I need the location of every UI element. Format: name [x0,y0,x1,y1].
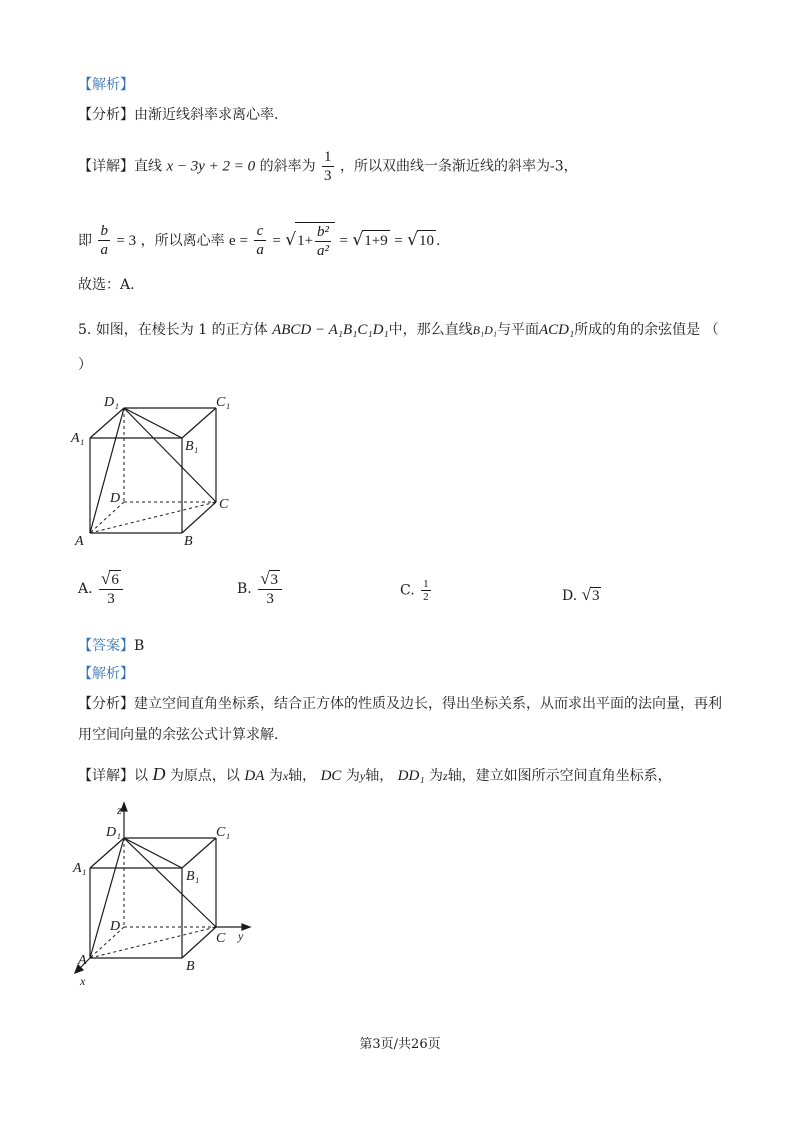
diag2-d1-b1 [124,838,182,868]
xj-b: 为原点，以 [169,768,240,784]
choice-c-fraction [421,578,431,603]
edge2-b1-c1 [182,838,216,868]
choice-c-label: C. [400,582,415,599]
slope-denominator: 3 [324,168,332,184]
choice-c-denominator: 2 [423,591,429,603]
c-over-a-fraction [254,222,266,259]
b2-numerator: b² [317,224,330,240]
eccentricity-line [78,222,440,260]
choice-c [400,578,433,603]
analysis-tag: 【解析】 [78,77,134,93]
edge-b-c [182,502,216,533]
analysis-text-2a: 建立空间直角坐标系，结合正方体的性质及边长，得出坐标关系，从而求出平面的法向量，再利 [134,696,722,712]
period: . [435,232,441,249]
label-d1: D₁ [104,395,119,410]
choice-a-label: A. [78,581,93,597]
cube-figure-1 [70,390,250,550]
c-numerator: c [256,223,264,240]
line-name: B₁D₁ [472,323,497,337]
choice-a-fraction [99,570,123,608]
detail-line-1 [78,148,578,185]
choice-b-label: B. [237,581,252,597]
radical-sign-3: √ [407,229,418,250]
analysis-tag-label: 【分析】 [78,107,134,123]
label2-a: A [78,953,87,968]
question-text-a: 如图，在棱长为 1 的正方体 [95,322,268,338]
choice-d-label: D. [562,588,578,604]
question-text-d: 所成的角的余弦值是 （ [574,322,719,338]
detail-text-a: 直线 [134,158,162,175]
detail-line-2 [78,764,672,786]
analysis-line [78,105,278,125]
diag-d1-b1 [124,408,182,438]
hidden2-a-c [90,927,216,958]
e-label: e = [229,232,248,249]
detail-text-c: ，所以双曲线一条渐近线的斜率为-3， [340,158,578,175]
equals-sign-1: = [272,232,281,249]
b2-over-a2-fraction [315,223,331,260]
equals-sign-3: = [394,232,403,249]
label2-b1: B₁ [186,869,200,884]
analysis-line-2 [78,694,722,714]
equals-sign-2: = [339,232,348,249]
analysis-line-3: 用空间向量的余弦公式计算求解. [78,727,279,743]
hidden-diag-a-c [90,502,216,533]
label2-b: B [186,959,195,974]
diag2-d1-c [124,838,216,927]
choice-a [78,570,125,608]
cube-name: ABCD − A₁B₁C₁D₁ [272,322,389,338]
b-over-a-fraction [98,222,110,259]
sqrt-expression-1 [295,222,335,260]
label-a1: A₁ [71,431,85,446]
diag2-d1-a [90,838,124,958]
label-c: C [219,497,229,512]
detail-text-b: 的斜率为 [259,158,316,175]
analysis-tag-2: 【解析】 [78,666,134,682]
question-text-b: 中，那么直线 [388,322,473,338]
plane-name: ACD₁ [538,322,575,338]
choice-a-denominator: 3 [99,589,123,608]
label2-c1: C₁ [216,825,231,840]
axis-y: y [359,769,366,783]
vector-da: DA [244,768,265,784]
choice-b-denominator: 3 [258,589,282,608]
answer-line [78,636,144,656]
sqrt-one: 1+ [297,232,314,249]
hidden-edge-d-a [90,502,124,533]
answer-value: B [134,638,145,654]
a-denominator-2: a [256,242,264,259]
vector-dd1: DD₁ [397,768,425,784]
question-5-line-1 [78,320,719,340]
xj-e: 为 [345,768,360,784]
choice-conclusion: 故选：A. [78,277,135,293]
ji-text: 即 [78,232,92,249]
a2-denominator: a² [317,243,330,259]
detail-tag: 【详解】 [78,158,134,175]
choice-b-numerator: √3 [260,569,279,588]
label2-d: D [110,919,121,934]
xj-a: 以 [134,768,148,784]
diag-d1-a [90,408,124,533]
xj-d: 轴， [288,768,317,784]
label-a: A [75,534,84,549]
choice-b [237,570,284,608]
xj-c: 为 [268,768,283,784]
ji-text-2: ，所以离心率 [140,232,225,249]
cube-figure-2 [70,800,270,995]
analysis-tag-label-2: 【分析】 [78,696,134,712]
page-footer: 第3页/共26页 [359,1037,441,1052]
xj-f: 轴， [365,768,394,784]
choice-c-numerator: 1 [423,578,429,590]
label-b1: B₁ [185,439,199,454]
axis-z: z [443,769,448,783]
origin-d: D [152,764,166,784]
edge2-b-c [182,927,216,958]
xj-g: 为 [429,768,444,784]
question-text-c: 与平面 [496,322,539,338]
label2-d1: D₁ [106,825,121,840]
label2-x: x [80,974,86,988]
edge-b1-c1 [182,408,216,438]
analysis-text: 由渐近线斜率求离心率. [134,107,279,123]
label-c1: C₁ [216,395,231,410]
choice-a-numerator: √6 [101,569,119,588]
label2-a1: A₁ [73,861,87,876]
slope-fraction [322,148,334,185]
detail-tag-2: 【详解】 [78,768,134,784]
label2-z: z [117,803,122,817]
label-b: B [184,534,193,549]
choice-d-value: √3 [581,585,600,604]
radical-sign-1: √ [285,229,297,250]
a-denominator: a [100,242,108,259]
edge2-d1-a1 [90,838,124,868]
vector-dc: DC [320,768,342,784]
equals-three: = 3 [116,232,137,249]
line-equation: x − 3y + 2 = 0 [166,158,256,175]
label2-y: y [238,929,244,943]
choice-d [562,585,601,605]
label-d: D [110,491,121,506]
axis-x: x [282,769,289,783]
answer-tag: 【答案】 [78,638,134,654]
edge-d1-a1 [90,408,124,438]
sqrt-expression-3: 10 [417,230,436,251]
sqrt-expression-2: 1+9 [362,230,389,251]
slope-numerator: 1 [324,149,332,165]
diag-d1-c [124,408,216,502]
z-axis-arrow-icon [121,803,127,811]
b-numerator: b [100,223,108,240]
question-5-line-2: ） [78,357,92,373]
label2-c: C [216,931,226,946]
radical-sign-2: √ [352,229,364,250]
question-number: 5. [78,322,92,338]
choice-b-fraction [258,570,282,608]
xj-h: 轴，建立如图所示空间直角坐标系， [447,768,672,784]
